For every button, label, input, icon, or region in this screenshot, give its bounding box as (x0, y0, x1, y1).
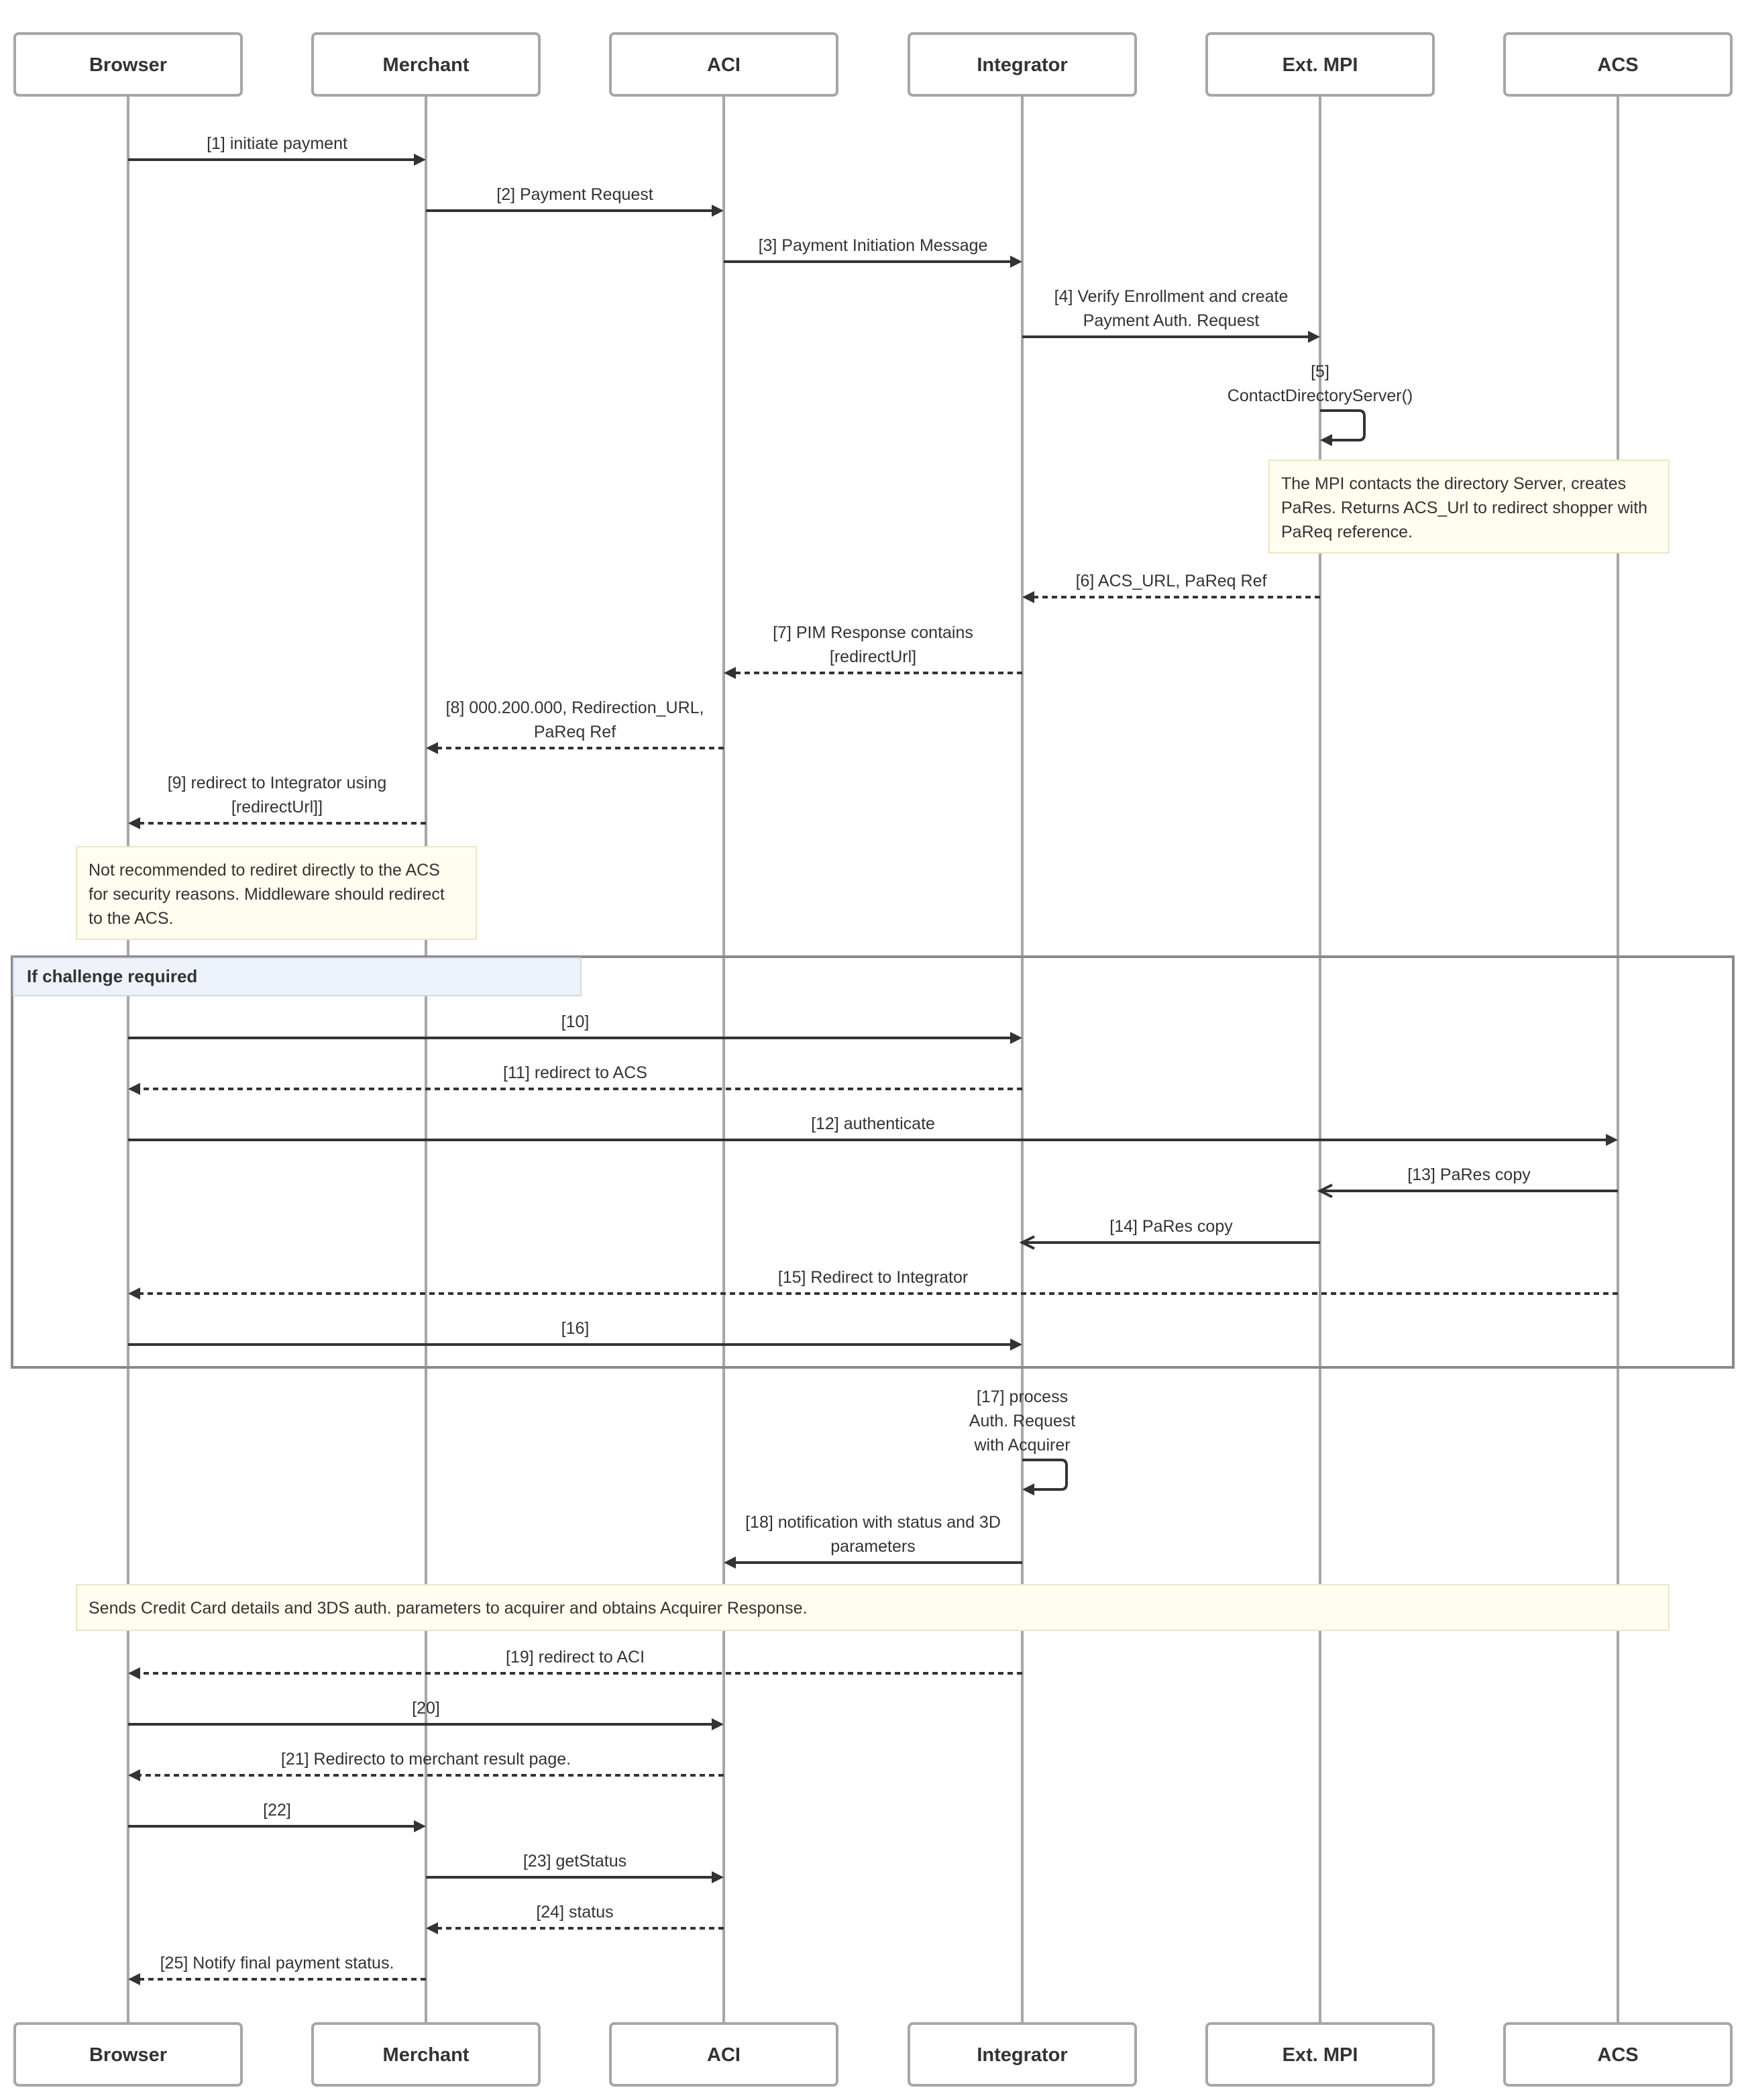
frame-if-challenge (12, 957, 1733, 1367)
message-label: [17] process (976, 1387, 1069, 1406)
participant-browser-top (15, 34, 241, 95)
frames (12, 957, 1733, 1367)
participant-merchant-top (313, 34, 539, 95)
note-text-line: PaRes. Returns ACS_Url to redirect shopper with (1281, 498, 1648, 517)
participant-label: ACI (707, 54, 741, 76)
note-text-line: Sends Credit Card details and 3DS auth. parameters to acquirer and obtains Acquirer Response. (89, 1599, 808, 1618)
message-label: [3] Payment Initiation Message (758, 236, 988, 255)
arrow-head (712, 205, 724, 217)
frame-label: If challenge required (27, 966, 198, 986)
arrow-head (414, 1820, 426, 1832)
message-2 (426, 185, 724, 217)
arrow-head (1022, 591, 1034, 603)
message-label: [7] PIM Response contains (773, 623, 973, 642)
message-label: ContactDirectoryServer() (1227, 386, 1413, 405)
message-18 (724, 1513, 1022, 1569)
message-label: parameters (830, 1537, 916, 1556)
message-label: [21] Redirecto to merchant result page. (280, 1750, 571, 1769)
arrow-head (128, 1288, 140, 1300)
message-3 (724, 236, 1022, 268)
note-text-line: to the ACS. (89, 909, 174, 928)
message-label: [redirectUrl]] (231, 798, 323, 817)
arrow-head (1606, 1134, 1618, 1146)
participant-label: ACS (1597, 2044, 1639, 2066)
note-text-line: Not recommended to rediret directly to the ACS (89, 861, 440, 880)
arrow-head (1022, 1483, 1034, 1495)
message-6 (1022, 572, 1320, 603)
message-14 (1022, 1217, 1320, 1249)
arrow-head (724, 667, 736, 679)
message-10 (128, 1012, 1022, 1044)
message-7 (724, 623, 1022, 679)
message-label: [8] 000.200.000, Redirection_URL, (445, 698, 704, 717)
message-13 (1320, 1165, 1618, 1197)
message-label: [22] (263, 1801, 291, 1820)
participant-label: Merchant (382, 54, 470, 76)
participant-extmpi-top (1207, 34, 1433, 95)
participant-merchant-bottom (313, 2024, 539, 2085)
participant-integrator-bottom (909, 2024, 1136, 2085)
arrow-head (1010, 1338, 1022, 1351)
message-label: [18] notification with status and 3D (745, 1513, 1001, 1532)
message-1 (128, 134, 426, 166)
arrow-head (1010, 256, 1022, 268)
message-15 (128, 1268, 1618, 1300)
message-24 (426, 1903, 724, 1934)
participant-label: ACI (707, 2044, 741, 2066)
participant-aci-top (610, 34, 837, 95)
message-label: [11] redirect to ACS (503, 1063, 647, 1082)
message-label: [redirectUrl] (829, 647, 917, 666)
participant-label: Integrator (977, 54, 1068, 76)
message-label: [24] status (536, 1903, 614, 1922)
message-25 (128, 1954, 426, 1985)
participant-label: ACS (1597, 54, 1639, 76)
message-label: [25] Notify final payment status. (160, 1954, 394, 1973)
arrow-head (128, 1667, 140, 1679)
message-label: with Acquirer (974, 1436, 1071, 1455)
message-label: [1] initiate payment (207, 134, 347, 153)
message-19 (128, 1648, 1022, 1679)
message-label: [13] PaRes copy (1407, 1165, 1531, 1184)
participants (15, 34, 1731, 2085)
message-label: [14] PaRes copy (1109, 1217, 1233, 1236)
arrow-head (128, 1769, 140, 1781)
participant-aci-bottom (610, 2024, 837, 2085)
message-label: [19] redirect to ACI (505, 1648, 645, 1667)
message-label: Auth. Request (969, 1412, 1076, 1430)
message-4 (1022, 287, 1320, 343)
message-label: [23] getStatus (523, 1852, 627, 1871)
note-2 (76, 847, 476, 939)
message-label: PaReq Ref (533, 723, 616, 741)
message-label: [15] Redirect to Integrator (777, 1268, 969, 1287)
note-text-line: for security reasons. Middleware should redirect (89, 885, 445, 904)
message-8 (426, 698, 724, 754)
message-label: [16] (561, 1319, 590, 1338)
participant-label: Merchant (382, 2044, 470, 2066)
participant-label: Browser (89, 54, 168, 76)
arrow-head (414, 154, 426, 166)
participant-label: Integrator (977, 2044, 1068, 2066)
participant-browser-bottom (15, 2024, 241, 2085)
participant-label: Ext. MPI (1282, 54, 1358, 76)
arrow-head (426, 742, 438, 754)
participant-acs-bottom (1505, 2024, 1731, 2085)
participant-label: Ext. MPI (1282, 2044, 1358, 2066)
message-label: Payment Auth. Request (1083, 311, 1260, 330)
note-text-line: PaReq reference. (1281, 523, 1413, 541)
arrow-head (724, 1557, 736, 1569)
message-11 (128, 1063, 1022, 1095)
note-3 (76, 1585, 1669, 1630)
arrow-head (128, 817, 140, 829)
participant-acs-top (1505, 34, 1731, 95)
note-1 (1269, 460, 1669, 553)
arrow-head (128, 1973, 140, 1985)
message-20 (128, 1699, 724, 1730)
message-16 (128, 1319, 1022, 1351)
frame-border (12, 957, 1733, 1367)
message-23 (426, 1852, 724, 1883)
self-message-line (1320, 411, 1364, 440)
message-label: [9] redirect to Integrator using (167, 774, 387, 792)
message-label: [2] Payment Request (496, 185, 653, 204)
message-label: [20] (412, 1699, 440, 1718)
message-label: [4] Verify Enrollment and create (1054, 287, 1289, 306)
participant-extmpi-bottom (1207, 2024, 1433, 2085)
message-12 (128, 1114, 1618, 1146)
arrow-head (1320, 434, 1332, 446)
arrow-head (712, 1718, 724, 1730)
message-label: [10] (561, 1012, 590, 1031)
messages (128, 134, 1618, 1985)
message-label: [6] ACS_URL, PaReq Ref (1075, 572, 1267, 590)
message-label: [12] authenticate (811, 1114, 935, 1133)
arrow-head (128, 1083, 140, 1095)
message-label: [5] (1311, 362, 1329, 381)
arrow-head (712, 1871, 724, 1883)
arrow-head (426, 1922, 438, 1934)
arrow-head (1010, 1032, 1022, 1044)
participant-label: Browser (89, 2044, 168, 2066)
arrow-head (1308, 331, 1320, 343)
note-text-line: The MPI contacts the directory Server, creates (1281, 474, 1627, 493)
lifelines (128, 95, 1618, 2024)
self-message-line (1022, 1460, 1067, 1489)
message-9 (128, 774, 426, 829)
participant-integrator-top (909, 34, 1136, 95)
message-22 (128, 1801, 426, 1832)
